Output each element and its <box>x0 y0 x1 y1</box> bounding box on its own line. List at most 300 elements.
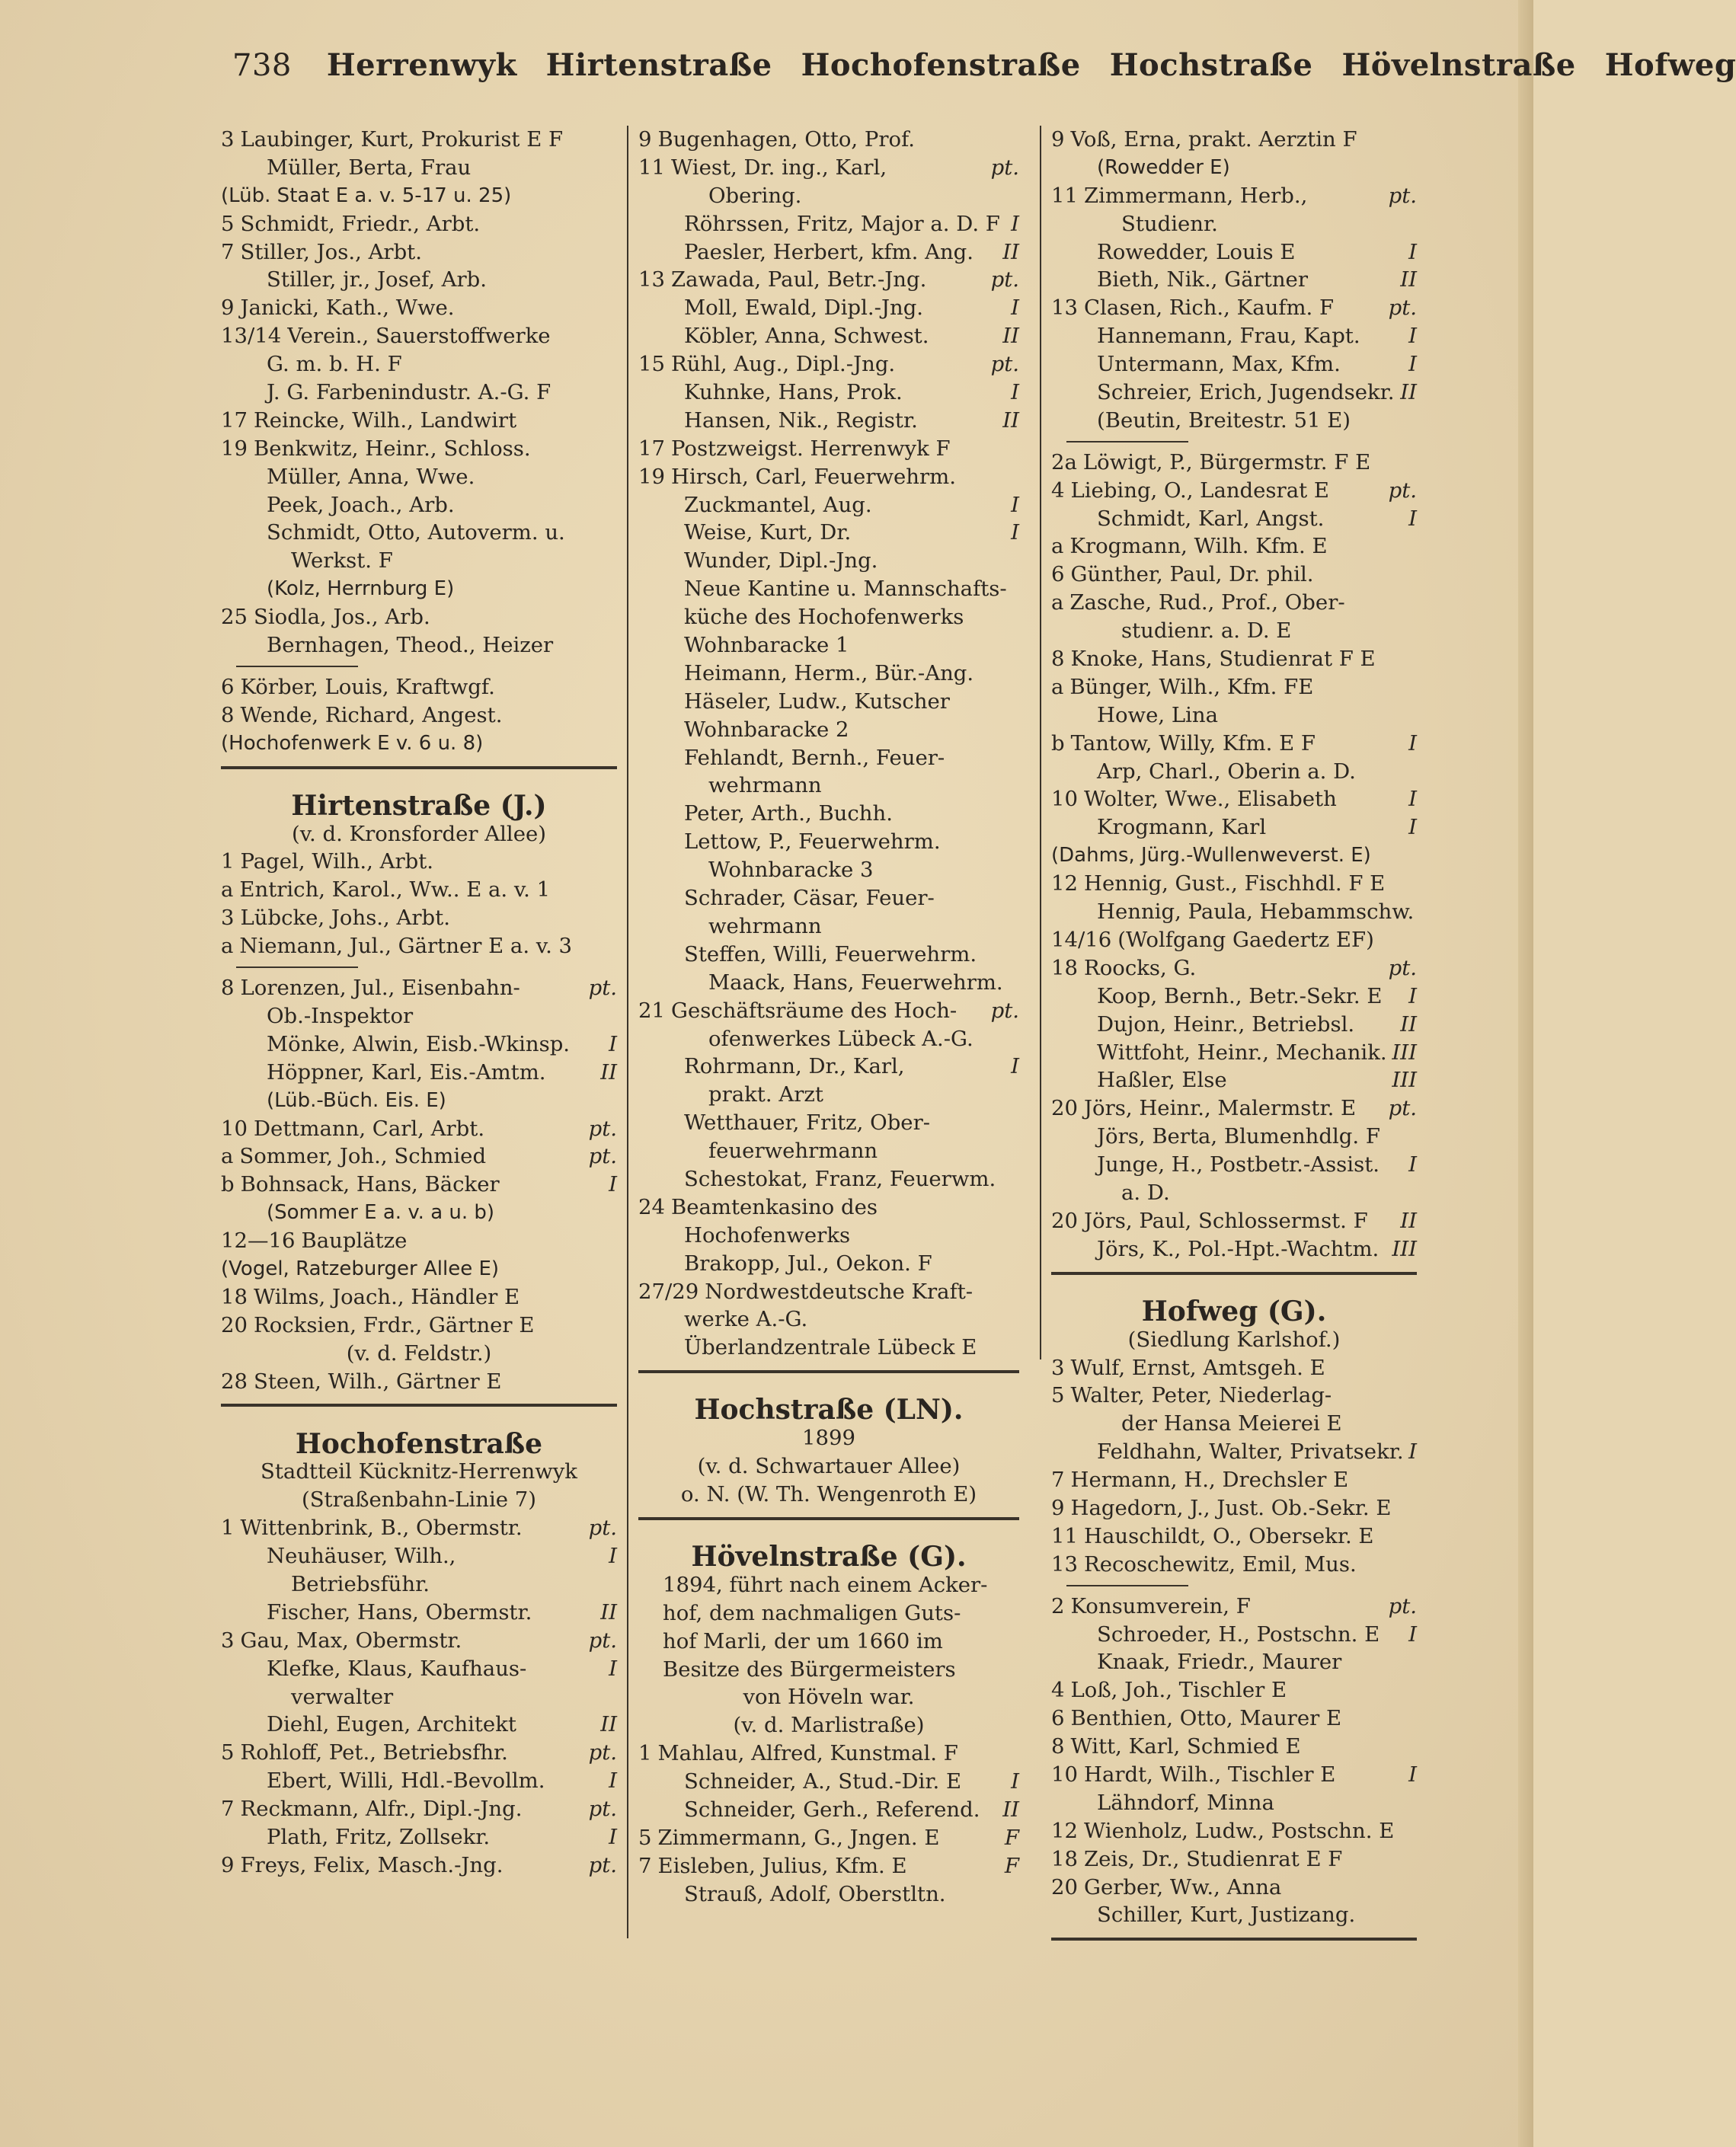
list-item <box>1051 617 1417 645</box>
note-text: 1899 <box>802 1426 855 1451</box>
resident-entry: Kuhnke, Hans, Prok. <box>684 380 903 405</box>
list-item <box>638 1796 1019 1824</box>
floor-marker: I <box>1408 1152 1417 1177</box>
list-item <box>1051 1621 1417 1649</box>
list-item <box>221 266 617 294</box>
list-item <box>1051 407 1417 435</box>
resident-entry: Hagedorn, J., Just. Ob.-Sekr. E <box>1070 1495 1392 1520</box>
house-number: 19 <box>221 436 248 461</box>
list-item <box>1051 1551 1417 1579</box>
house-number: 10 <box>1051 1762 1078 1787</box>
floor-marker: I <box>609 1544 617 1569</box>
house-number: 7 <box>638 1853 652 1878</box>
list-item <box>1051 645 1417 673</box>
resident-entry: Neuhäuser, Wilh., <box>267 1544 456 1569</box>
list-item <box>1051 1522 1417 1551</box>
list-item <box>638 491 1019 519</box>
floor-marker: II <box>1400 1208 1417 1233</box>
resident-entry: werke A.-G. <box>684 1307 808 1332</box>
list-item <box>221 1368 617 1396</box>
floor-marker: II <box>600 1599 617 1625</box>
list-item <box>638 182 1019 210</box>
note-text: (Straßenbahn-Linie 7) <box>301 1487 537 1513</box>
list-item <box>1051 1094 1417 1123</box>
resident-entry: Witt, Karl, Schmied E <box>1070 1734 1301 1759</box>
list-item <box>638 1137 1019 1165</box>
list-item <box>221 1542 617 1570</box>
street-heading <box>221 778 617 820</box>
list-item <box>638 1628 1019 1656</box>
list-item <box>221 1599 617 1627</box>
list-item <box>1051 813 1417 842</box>
house-number: 9 <box>221 1852 235 1877</box>
list-item <box>638 828 1019 856</box>
list-item <box>638 1165 1019 1193</box>
list-item <box>638 350 1019 379</box>
street-heading <box>638 1382 1019 1427</box>
section-rule <box>638 1509 1019 1529</box>
floor-marker: pt. <box>990 998 1019 1023</box>
resident-entry: Freys, Felix, Masch.-Jng. <box>240 1852 504 1877</box>
resident-entry: Hauschildt, O., Obersekr. E <box>1084 1523 1374 1548</box>
resident-entry: (Wolfgang Gaedertz EF) <box>1117 927 1374 952</box>
resident-entry: Mönke, Alwin, Eisb.-Wkinsp. <box>267 1031 571 1056</box>
resident-entry: ofenwerkes Lübeck A.-G. <box>708 1026 974 1051</box>
floor-marker: I <box>609 1031 617 1056</box>
floor-marker: pt. <box>588 1852 617 1877</box>
resident-entry: Hochofenwerks <box>684 1222 851 1248</box>
list-item <box>1051 1901 1417 1929</box>
resident-entry: Janicki, Kath., Wwe. <box>240 296 455 321</box>
floor-marker: II <box>1002 407 1019 433</box>
resident-entry: Hannemann, Frau, Kapt. <box>1097 324 1360 349</box>
list-item <box>638 322 1019 350</box>
resident-entry: Niemann, Jul., Gärtner E a. v. 3 <box>239 934 573 959</box>
house-number: 1 <box>221 1516 235 1541</box>
section-rule <box>221 758 617 778</box>
house-number: 6 <box>1051 1706 1065 1731</box>
list-item <box>638 1852 1019 1880</box>
list-item <box>1051 898 1417 926</box>
resident-entry: Zimmermann, G., Jngen. E <box>657 1825 940 1850</box>
resident-entry: Walter, Peter, Niederlag- <box>1070 1383 1332 1408</box>
list-item <box>221 904 617 932</box>
list-item <box>1051 1235 1417 1264</box>
list-item <box>1051 266 1417 294</box>
list-item <box>1051 1817 1417 1845</box>
list-item <box>1051 126 1417 154</box>
floor-marker: I <box>1011 1054 1019 1079</box>
house-number: 13 <box>1051 296 1078 321</box>
house-number: 1 <box>221 849 235 874</box>
house-number: a <box>221 877 234 903</box>
list-item <box>221 1514 617 1542</box>
list-item <box>638 1081 1019 1109</box>
list-item <box>1051 477 1417 505</box>
resident-entry: Schreier, Erich, Jugendsekr. <box>1097 380 1395 405</box>
floor-marker: I <box>1011 296 1019 321</box>
resident-entry: Körber, Louis, Kraftwgf. <box>240 674 495 699</box>
list-item <box>638 884 1019 912</box>
resident-entry: Günther, Paul, Dr. phil. <box>1070 562 1314 587</box>
resident-entry: Wilms, Joach., Händler E <box>254 1284 520 1309</box>
column-divider-1 <box>627 126 628 1938</box>
resident-entry: Hermann, H., Drechsler E <box>1070 1468 1349 1493</box>
list-item <box>221 876 617 904</box>
floor-marker: I <box>1408 983 1417 1008</box>
list-item <box>638 379 1019 407</box>
list-item <box>221 210 617 238</box>
resident-entry: Weise, Kurt, Dr. <box>684 520 852 545</box>
house-number: 27/29 <box>638 1279 699 1304</box>
house-number: 10 <box>221 1116 248 1141</box>
list-item <box>1051 1705 1417 1733</box>
resident-entry: J. G. Farbenindustr. A.-G. F <box>267 380 551 405</box>
note-text: (v. d. Feldstr.) <box>346 1340 492 1366</box>
house-number: 9 <box>1051 1495 1065 1520</box>
resident-entry: a. D. <box>1121 1180 1170 1205</box>
resident-entry: Stiller, jr., Josef, Arb. <box>267 267 488 292</box>
resident-entry: (Lüb. Staat E a. v. 5-17 u. 25) <box>221 184 512 207</box>
house-number: b <box>221 1172 235 1197</box>
list-item <box>221 1570 617 1599</box>
house-number: 14/16 <box>1051 927 1112 952</box>
resident-entry: Wende, Richard, Angest. <box>240 702 503 727</box>
house-number: 4 <box>1051 1678 1065 1703</box>
list-item <box>1051 1676 1417 1705</box>
house-number: 19 <box>638 464 665 489</box>
resident-entry: (Beutin, Breitestr. 51 E) <box>1097 407 1351 433</box>
house-number: 11 <box>1051 183 1078 208</box>
list-item <box>1051 561 1417 589</box>
resident-entry: feuerwehrmann <box>708 1139 878 1164</box>
house-number: 24 <box>638 1194 665 1219</box>
list-item <box>221 294 617 322</box>
list-item <box>221 126 617 154</box>
list-item <box>1051 449 1417 477</box>
resident-entry: Liebing, O., Landesrat E <box>1070 478 1329 503</box>
resident-entry: Sommer, Joh., Schmied <box>239 1144 487 1169</box>
resident-entry: Hennig, Paula, Hebammschw. <box>1097 899 1415 925</box>
house-number: 13 <box>1051 1551 1078 1577</box>
list-item <box>638 941 1019 969</box>
list-item <box>1051 1207 1417 1235</box>
list-item <box>638 1824 1019 1852</box>
resident-entry: Diehl, Eugen, Architekt <box>267 1712 516 1737</box>
resident-entry: Brakopp, Jul., Oekon. F <box>684 1251 932 1276</box>
resident-entry: Ebert, Willi, Hdl.-Bevollm. <box>267 1768 545 1794</box>
resident-entry: (Hochofenwerk E v. 6 u. 8) <box>221 731 484 755</box>
list-item <box>221 1655 617 1683</box>
list-item <box>1051 1382 1417 1410</box>
list-item <box>1051 785 1417 813</box>
list-item <box>638 1656 1019 1684</box>
floor-marker: pt. <box>588 1797 617 1822</box>
street-name: Hofweg (G). <box>1141 1295 1327 1327</box>
resident-entry: Zimmermann, Herb., <box>1084 183 1308 208</box>
house-number: 8 <box>221 702 235 727</box>
floor-marker: II <box>1002 239 1019 264</box>
list-item <box>1051 589 1417 617</box>
house-number: 5 <box>221 211 235 236</box>
list-item <box>638 1740 1019 1768</box>
header-title-4: Hochstraße <box>1109 47 1313 83</box>
header-title-3: Hochofenstraße <box>801 47 1081 83</box>
house-number: 20 <box>1051 1208 1078 1233</box>
resident-entry: Wohnbaracke 3 <box>708 858 874 883</box>
list-item <box>1051 1179 1417 1207</box>
house-number: 3 <box>1051 1355 1065 1380</box>
list-item <box>1051 1845 1417 1874</box>
resident-entry: Tantow, Willy, Kfm. E F <box>1070 730 1316 756</box>
centered-note <box>1051 1326 1417 1354</box>
resident-entry: Rohrmann, Dr., Karl, <box>684 1054 905 1079</box>
floor-marker: I <box>1011 211 1019 236</box>
list-item <box>638 744 1019 772</box>
list-item <box>221 1627 617 1655</box>
list-item <box>638 1250 1019 1278</box>
floor-marker: pt. <box>588 1740 617 1765</box>
resident-entry: Laubinger, Kurt, Prokurist E F <box>240 127 564 152</box>
house-number: 25 <box>221 605 248 630</box>
resident-entry: Wohnbaracke 2 <box>684 717 849 742</box>
house-number: 3 <box>221 127 235 152</box>
resident-entry: Loß, Joh., Tischler E <box>1070 1678 1287 1703</box>
list-item <box>221 1171 617 1199</box>
short-rule <box>1051 435 1417 449</box>
house-number: 11 <box>638 155 665 180</box>
list-item <box>221 407 617 435</box>
list-item <box>638 519 1019 547</box>
resident-entry: wehrmann <box>708 913 822 938</box>
list-item <box>221 350 617 379</box>
resident-entry: wehrmann <box>708 773 822 798</box>
resident-entry: Schiller, Kurt, Justizang. <box>1097 1903 1356 1928</box>
list-item <box>1051 1761 1417 1789</box>
resident-entry: Zuckmantel, Aug. <box>684 492 872 517</box>
resident-entry: Benkwitz, Heinr., Schloss. <box>254 436 531 461</box>
list-item <box>221 631 617 660</box>
house-number: 10 <box>1051 787 1078 812</box>
resident-entry: Studienr. <box>1121 211 1218 236</box>
house-number: 3 <box>221 906 235 931</box>
note-text: o. N. (W. Th. Wengenroth E) <box>680 1481 977 1506</box>
floor-marker: F <box>1004 1853 1019 1878</box>
house-number: 7 <box>221 1797 235 1822</box>
list-item <box>638 294 1019 322</box>
house-number: 6 <box>221 674 235 699</box>
resident-entry: Moll, Ewald, Dipl.-Jng. <box>684 296 924 321</box>
list-item <box>638 800 1019 828</box>
resident-entry: Schneider, A., Stud.-Dir. E <box>684 1769 962 1794</box>
resident-entry: Schneider, Gerh., Referend. <box>684 1797 980 1822</box>
resident-entry: Nordwestdeutsche Kraft- <box>705 1279 974 1304</box>
resident-entry: Arp, Charl., Oberin a. D. <box>1097 759 1356 784</box>
resident-entry: Postzweigst. Herrenwyk F <box>671 436 951 461</box>
list-item <box>221 575 617 603</box>
street-heading <box>638 1529 1019 1571</box>
note-text: (v. d. Kronsforder Allee) <box>291 821 546 846</box>
house-number: 21 <box>638 998 665 1023</box>
house-number: a <box>221 934 234 959</box>
list-item <box>638 154 1019 182</box>
house-number: 2a <box>1051 449 1077 474</box>
resident-entry: Rühl, Aug., Dipl.-Jng. <box>671 352 896 377</box>
resident-entry: Bugenhagen, Otto, Prof. <box>657 127 916 152</box>
list-item <box>1051 954 1417 982</box>
floor-marker: I <box>1408 1621 1417 1647</box>
list-item <box>221 673 617 701</box>
list-item <box>638 1880 1019 1909</box>
list-item <box>221 1711 617 1739</box>
section-rule <box>1051 1929 1417 1949</box>
house-number: 18 <box>1051 1846 1078 1871</box>
list-item <box>221 1683 617 1711</box>
list-item <box>638 1768 1019 1796</box>
resident-entry: Wunder, Dipl.-Jng. <box>684 548 878 573</box>
resident-entry: Voß, Erna, prakt. Aerztin F <box>1070 127 1357 152</box>
list-item <box>638 688 1019 716</box>
resident-entry: Schroeder, H., Postschn. E <box>1097 1621 1380 1647</box>
list-item <box>638 856 1019 884</box>
resident-entry: prakt. Arzt <box>708 1082 823 1107</box>
list-item <box>221 1823 617 1851</box>
floor-marker: I <box>1408 730 1417 756</box>
resident-entry: Haßler, Else <box>1097 1068 1227 1093</box>
floor-marker: pt. <box>588 1144 617 1169</box>
list-item <box>638 575 1019 603</box>
floor-marker: I <box>1408 787 1417 812</box>
floor-marker: I <box>1408 506 1417 531</box>
list-item <box>638 912 1019 941</box>
floor-marker: pt. <box>588 1116 617 1141</box>
list-item <box>638 266 1019 294</box>
resident-entry: Ob.-Inspektor <box>267 1003 414 1028</box>
resident-entry: Bauplätze <box>301 1228 408 1254</box>
floor-marker: III <box>1392 1068 1417 1093</box>
floor-marker: pt. <box>1388 183 1417 208</box>
resident-entry: hof, dem nachmaligen Guts- <box>663 1600 961 1625</box>
centered-note <box>221 820 617 848</box>
resident-entry: Bünger, Wilh., Kfm. FE <box>1069 674 1314 699</box>
floor-marker: III <box>1392 1236 1417 1261</box>
house-number: 17 <box>638 436 665 461</box>
short-rule <box>1051 1579 1417 1593</box>
house-number: 1 <box>638 1741 652 1766</box>
house-number: 18 <box>1051 955 1078 980</box>
list-item <box>221 154 617 182</box>
list-item <box>221 974 617 1002</box>
street-name: Hochstraße (LN). <box>694 1394 964 1427</box>
header-title-1: Herrenwyk <box>326 47 517 83</box>
resident-entry: Schestokat, Franz, Feuerwm. <box>684 1166 996 1191</box>
street-name: Hövelnstraße (G). <box>691 1540 967 1573</box>
list-item <box>221 1030 617 1059</box>
list-item <box>1051 154 1417 182</box>
note-text: Stadtteil Kücknitz-Herrenwyk <box>261 1459 577 1484</box>
note-text: (Siedlung Karlshof.) <box>1127 1327 1341 1352</box>
resident-entry: Wetthauer, Fritz, Ober- <box>684 1110 931 1136</box>
resident-entry: Rocksien, Frdr., Gärtner E <box>254 1312 535 1337</box>
resident-entry: Lähndorf, Minna <box>1097 1790 1274 1815</box>
floor-marker: II <box>1002 1797 1019 1822</box>
resident-entry: Jörs, K., Pol.-Hpt.-Wachtm. <box>1097 1236 1380 1261</box>
list-item <box>1051 1466 1417 1494</box>
resident-entry: Eisleben, Julius, Kfm. E <box>657 1853 907 1878</box>
list-item <box>638 631 1019 660</box>
note-text: (v. d. Marlistraße) <box>733 1713 925 1738</box>
floor-marker: pt. <box>1388 1096 1417 1121</box>
list-item <box>221 932 617 960</box>
list-item <box>1051 1123 1417 1151</box>
floor-marker: I <box>1408 239 1417 264</box>
resident-entry: (Dahms, Jürg.-Wullenweverst. E) <box>1051 844 1371 867</box>
list-item <box>1051 926 1417 954</box>
resident-entry: Rowedder, Louis E <box>1097 239 1296 264</box>
resident-entry: verwalter <box>291 1684 394 1709</box>
column-1 <box>221 126 617 1880</box>
list-item <box>1051 1039 1417 1067</box>
resident-entry: Gau, Max, Obermstr. <box>240 1628 462 1653</box>
list-item <box>638 547 1019 575</box>
resident-entry: Wittfoht, Heinr., Mechanik. <box>1097 1040 1387 1065</box>
resident-entry: Müller, Berta, Frau <box>267 155 472 180</box>
list-item <box>1051 1066 1417 1094</box>
house-number: 13 <box>638 267 665 292</box>
house-number: a <box>1051 534 1064 559</box>
list-item <box>638 997 1019 1025</box>
resident-entry: Howe, Lina <box>1097 702 1218 727</box>
page-edge <box>1518 0 1533 2147</box>
header-title-6: Hofweg <box>1604 47 1736 83</box>
centered-note <box>638 1711 1019 1740</box>
short-rule <box>221 660 617 673</box>
resident-entry: Wiest, Dr. ing., Karl, <box>671 155 887 180</box>
resident-entry: G. m. b. H. F <box>267 352 402 377</box>
list-item <box>638 1025 1019 1053</box>
resident-entry: Röhrssen, Fritz, Major a. D. F <box>684 211 1000 236</box>
resident-entry: Wulf, Ernst, Amtsgeh. E <box>1070 1355 1325 1380</box>
resident-entry: Stiller, Jos., Arbt. <box>240 239 422 264</box>
resident-entry: Koop, Bernh., Betr.-Sekr. E <box>1097 983 1383 1008</box>
list-item <box>221 491 617 519</box>
list-item <box>221 701 617 730</box>
list-item <box>221 1115 617 1143</box>
list-item <box>221 603 617 631</box>
note-text: (v. d. Schwartauer Allee) <box>697 1454 961 1479</box>
floor-marker: pt. <box>588 1628 617 1653</box>
resident-entry: Feldhahn, Walter, Privatsekr. <box>1097 1439 1404 1465</box>
list-item <box>638 238 1019 267</box>
resident-entry: Bernhagen, Theod., Heizer <box>267 633 554 658</box>
header-title-2: Hirtenstraße <box>545 47 772 83</box>
resident-entry: Obering. <box>708 183 802 208</box>
floor-marker: II <box>1400 1011 1417 1037</box>
house-number: 9 <box>1051 127 1065 152</box>
list-item <box>638 716 1019 744</box>
column-2 <box>638 126 1019 1909</box>
resident-entry: Krogmann, Karl <box>1097 815 1267 840</box>
resident-entry: Rohloff, Pet., Betriebsfhr. <box>240 1740 508 1765</box>
floor-marker: pt. <box>990 352 1019 377</box>
section-rule <box>638 1362 1019 1382</box>
list-item <box>638 1599 1019 1628</box>
floor-marker: pt. <box>588 976 617 1001</box>
short-rule <box>221 960 617 974</box>
list-item <box>221 463 617 491</box>
resident-entry: (Lüb.-Büch. Eis. E) <box>267 1088 446 1112</box>
list-item <box>638 772 1019 800</box>
